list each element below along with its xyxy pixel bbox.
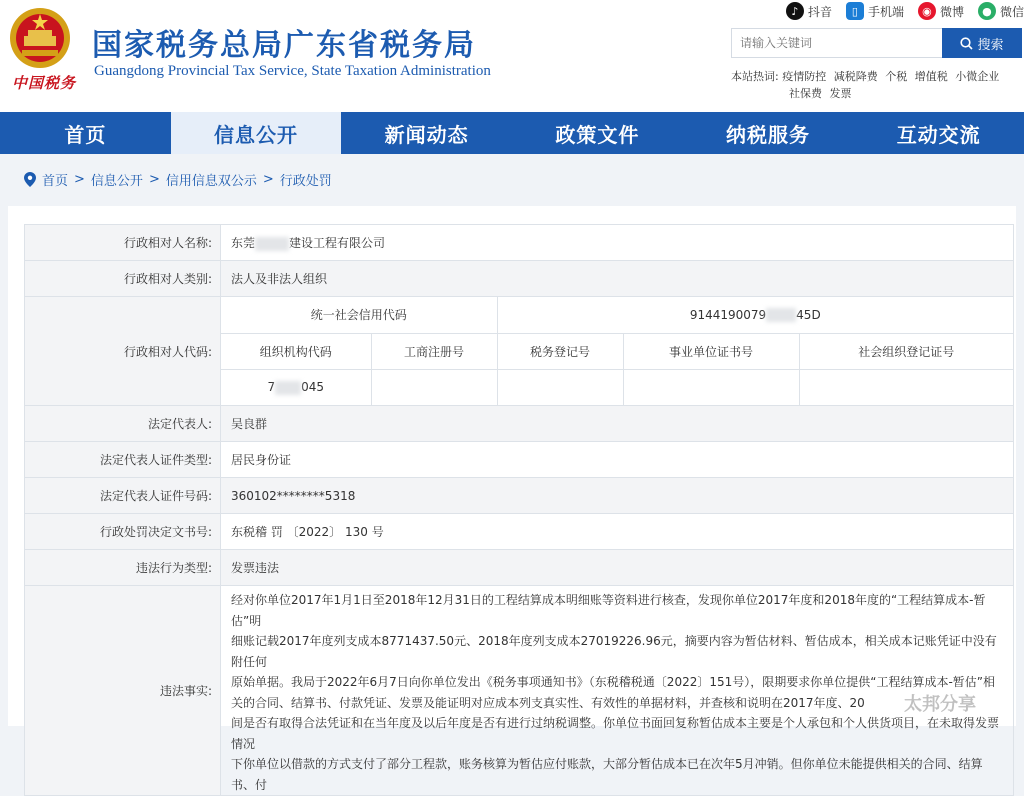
credit-code-header: 统一社会信用代码	[221, 297, 497, 333]
facts-line: 经对你单位2017年1月1日至2018年12月31日的工程结算成本明细账等资料进行核查，发现你单位2017年度和2018年度的“工程结算成本-暂估”明	[231, 593, 986, 628]
facts-line: 间是否有取得合法凭证和在当年度及以后年度是否有进行过纳税调整。你单位书面回复称暂估成本主要是个人承包和个人供货项目，在未取得发票情况	[231, 716, 1000, 751]
nav-item-home[interactable]: 首页	[64, 122, 107, 147]
search-button[interactable]	[942, 28, 1022, 58]
credit-code-prefix: 9144190079	[689, 307, 767, 322]
china-tax-logo: 中国税务	[12, 74, 77, 92]
credit-code-suffix: 45D	[796, 307, 821, 322]
hot-word-link[interactable]: 社保费	[789, 87, 822, 100]
social-mobile[interactable]	[846, 2, 904, 20]
redacted-block	[766, 308, 796, 322]
site-title[interactable]: 国家税务总局广东省税务局	[92, 28, 476, 63]
nav-item-info-disclosure[interactable]: 信息公开	[171, 112, 342, 154]
search-button-label: 搜索	[977, 37, 1004, 53]
facts-line: 细账记载2017年度列支成本8771437.50元、2018年度列支成本27019226.96元，摘要内容为暂估材料、暂估成本，相关成本记账凭证中没有附任何	[231, 634, 997, 669]
name-prefix: 东莞	[231, 236, 256, 250]
search-input[interactable]	[731, 28, 942, 58]
main-nav	[0, 112, 1024, 154]
org-code-suffix: 045	[301, 380, 325, 394]
hot-word-link[interactable]: 增值税	[914, 70, 948, 83]
breadcrumb-separator: >	[262, 172, 274, 187]
field-label: 法定代表人:	[25, 406, 221, 442]
table-row	[25, 406, 1014, 442]
table-row	[25, 442, 1014, 478]
field-value-document-number: 东税稽 罚 〔2022〕 130 号	[221, 514, 1014, 550]
hot-words	[731, 68, 1021, 102]
breadcrumb	[24, 170, 332, 189]
field-value-facts	[221, 586, 1014, 796]
breadcrumb-credit-info[interactable]: 信用信息双公示	[165, 174, 257, 189]
field-label: 违法事实:	[25, 586, 221, 796]
field-label: 行政处罚决定文书号:	[25, 514, 221, 550]
field-label: 行政相对人类别:	[25, 261, 221, 297]
hot-word-link[interactable]: 个税	[885, 70, 908, 83]
mobile-icon: ▯	[846, 2, 864, 20]
social-links	[786, 0, 1024, 22]
facts-line: 下你单位以借款的方式支付了部分工程款，账务核算为暂估应付账款，大部分暂估成本已在次年5月冲销。但你单位未能提供相关的合同、结算书、付	[231, 757, 983, 792]
field-value-id-number: 360102********5318	[221, 478, 1014, 514]
nav-item-news[interactable]: 新闻动态	[384, 122, 469, 147]
hot-word-link[interactable]: 疫情防控	[782, 70, 827, 83]
breadcrumb-penalty[interactable]: 行政处罚	[279, 174, 332, 189]
breadcrumb-separator: >	[148, 172, 160, 187]
social-label: 微信	[999, 4, 1024, 19]
social-douyin[interactable]	[786, 2, 832, 20]
table-row	[25, 225, 1014, 261]
table-row	[25, 261, 1014, 297]
credit-code-value	[497, 297, 1013, 333]
breadcrumb-info-disclosure[interactable]: 信息公开	[90, 174, 143, 189]
facts-line: 关的合同、结算书、付款凭证、发票及能证明对应成本列支真实性、有效性的单据材料，并查核和说明在2017年度、20	[231, 695, 865, 710]
table-row	[25, 586, 1014, 796]
field-value-name	[221, 225, 1014, 261]
table-row	[25, 550, 1014, 586]
redacted-block	[255, 237, 289, 251]
content-panel	[8, 206, 1016, 792]
field-label: 法定代表人证件类型:	[25, 442, 221, 478]
nav-item-policy[interactable]: 政策文件	[555, 122, 640, 147]
facts-line: 原始单据。我局于2022年6月7日向你单位发出《税务事项通知书》（东税稽税通〔2022〕151号），限期要求你单位提供“工程结算成本-暂估”相	[231, 675, 996, 689]
field-value-violation-type: 发票违法	[221, 550, 1014, 586]
weibo-icon: ◉	[918, 2, 936, 20]
code-header: 工商注册号	[371, 333, 497, 369]
table-row	[25, 297, 1014, 406]
wechat-icon: ●	[978, 2, 996, 20]
breadcrumb-home[interactable]: 首页	[42, 174, 69, 189]
wechat-watermark: 太邦分享	[904, 694, 976, 715]
location-pin-icon	[24, 172, 36, 187]
code-header: 税务登记号	[497, 333, 623, 369]
code-subtable-cell	[221, 297, 1014, 406]
table-row	[25, 478, 1014, 514]
social-weibo[interactable]	[918, 2, 964, 20]
field-label: 法定代表人证件号码:	[25, 478, 221, 514]
empty-cell	[623, 369, 799, 405]
field-value-legal-rep: 吴良群	[221, 406, 1014, 442]
empty-cell	[799, 369, 1013, 405]
social-label: 手机端	[867, 4, 904, 19]
national-emblem-icon	[8, 6, 72, 70]
site-header	[0, 0, 1024, 112]
field-label: 行政相对人代码:	[25, 297, 221, 406]
field-label: 违法行为类型:	[25, 550, 221, 586]
empty-cell	[497, 369, 623, 405]
hot-word-link[interactable]: 减税降费	[833, 70, 878, 83]
empty-cell	[371, 369, 497, 405]
org-code-value	[221, 369, 371, 405]
hot-words-label: 本站热词:	[731, 70, 779, 83]
hot-word-link[interactable]: 小微企业	[955, 70, 1000, 83]
field-label: 行政相对人名称:	[25, 225, 221, 261]
hot-word-link[interactable]: 发票	[829, 87, 852, 100]
name-suffix: 建设工程有限公司	[289, 236, 386, 250]
breadcrumb-separator: >	[74, 172, 85, 187]
field-value-id-type: 居民身份证	[221, 442, 1014, 478]
social-label: 抖音	[807, 4, 832, 19]
nav-item-interaction[interactable]: 互动交流	[896, 122, 981, 147]
penalty-detail-table	[24, 224, 1014, 796]
code-header: 组织机构代码	[221, 333, 371, 369]
social-wechat[interactable]	[978, 2, 1024, 20]
search-icon	[960, 37, 973, 50]
search-box	[731, 28, 1022, 58]
field-value-category: 法人及非法人组织	[221, 261, 1014, 297]
social-label: 微博	[939, 4, 964, 19]
table-row	[25, 514, 1014, 550]
org-code-prefix: 7	[267, 380, 276, 394]
code-header: 事业单位证书号	[623, 333, 799, 369]
nav-item-tax-service[interactable]: 纳税服务	[726, 122, 811, 147]
code-header: 社会组织登记证号	[799, 333, 1013, 369]
code-subtable	[221, 297, 1013, 405]
site-subtitle: Guangdong Provincial Tax Service, State Taxation Administration	[94, 63, 491, 79]
redacted-block	[275, 381, 301, 395]
douyin-icon: ♪	[786, 2, 804, 20]
